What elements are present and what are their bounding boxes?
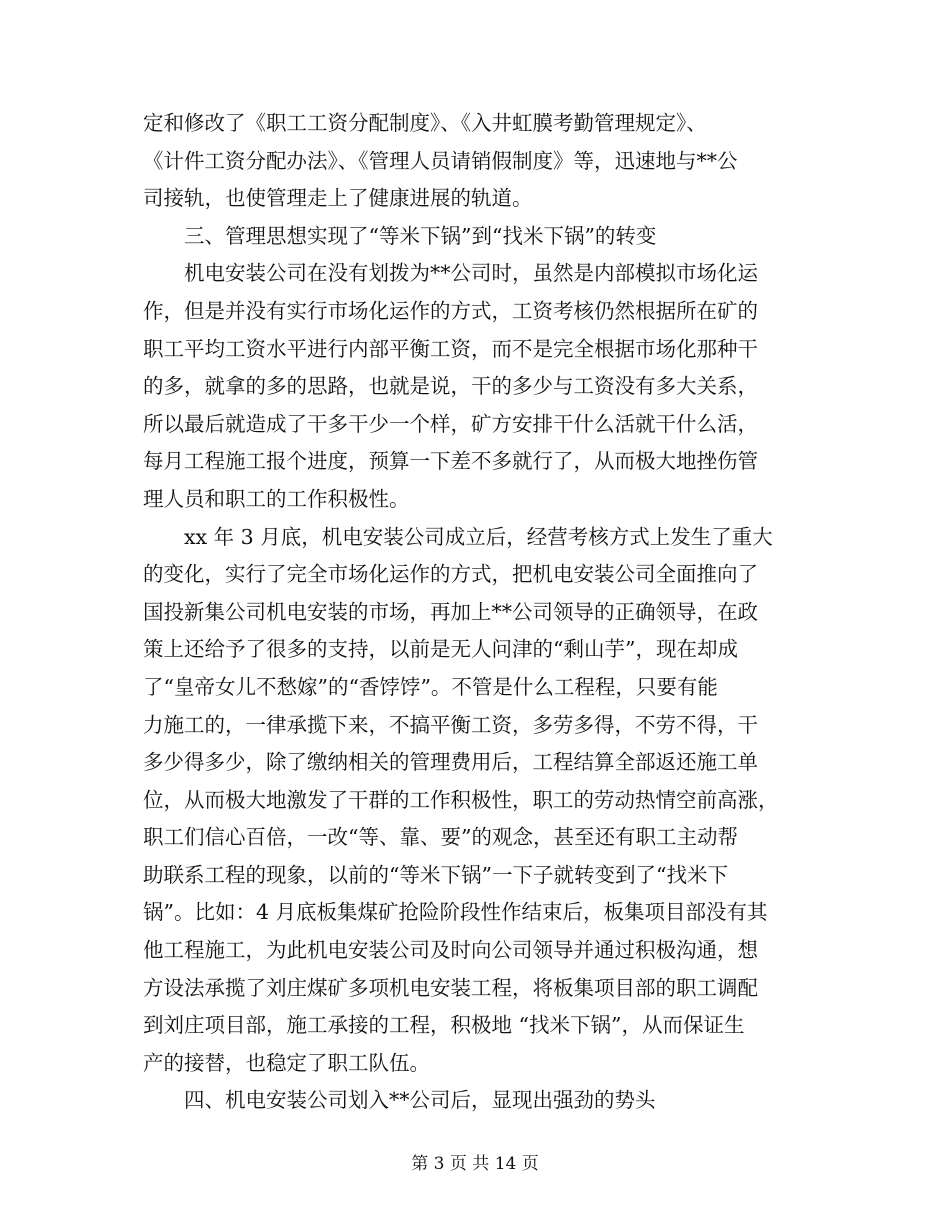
text-line: 每月工程施工报个进度，预算一下差不多就行了，从而极大地挫伤管 xyxy=(143,449,758,474)
text-line: 理人员和职工的工作积极性。 xyxy=(143,486,410,511)
text-line: xx 年 3 月底，机电安装公司成立后，经营考核方式上发生了重大 xyxy=(184,524,773,549)
page-footer xyxy=(0,1152,950,1176)
text-line: 定和修改了《职工工资分配制度》、《入井虹膜考勤管理规定》、 xyxy=(143,111,707,135)
text-line: 机电安装公司在没有划拨为**公司时，虽然是内部模拟市场化运 xyxy=(184,261,758,286)
text-line: 了“皇帝女儿不愁嫁”的“香饽饽”。不管是什么工程程，只要有能 xyxy=(143,674,718,699)
text-line: 他工程施工，为此机电安装公司及时向公司领导并通过积极沟通，想 xyxy=(143,938,758,963)
text-line: 的多，就拿的多的思路，也就是说，干的多少与工资没有多大关系， xyxy=(143,374,758,399)
text-line: 多少得多少，除了缴纳相关的管理费用后，工程结算全部返还施工单 xyxy=(143,750,758,775)
text-line: 助联系工程的现象，以前的“等米下锅”一下子就转变到了“找米下 xyxy=(143,862,728,887)
text-line: 策上还给予了很多的支持，以前是无人问津的“剩山芋”，现在却成 xyxy=(143,637,738,662)
text-line: 的变化，实行了完全市场化运作的方式，把机电安装公司全面推向了 xyxy=(143,562,758,587)
page-number-label: 第 3 页 共 14 页 xyxy=(411,1154,539,1174)
text-line: 三、管理思想实现了“等米下锅”到“找米下锅”的转变 xyxy=(184,223,657,248)
text-line: 方设法承揽了刘庄煤矿多项机电安装工程，将板集项目部的职工调配 xyxy=(143,975,758,1000)
text-line: 《计件工资分配办法》、《管理人员请销假制度》等，迅速地与**公 xyxy=(143,148,738,173)
text-line: 司接轨，也使管理走上了健康进展的轨道。 xyxy=(143,186,533,211)
text-line: 所以最后就造成了干多干少一个样，矿方安排干什么活就干什么活， xyxy=(143,411,758,436)
text-line: 作，但是并没有实行市场化运作的方式，工资考核仍然根据所在矿的 xyxy=(143,298,758,323)
document-body xyxy=(143,105,813,1120)
text-line: 四、机电安装公司划入**公司后，显现出强劲的势头 xyxy=(184,1088,656,1113)
text-line: 位，从而极大地激发了干群的工作积极性，职工的劳动热情空前高涨， xyxy=(143,787,779,812)
text-line: 力施工的，一律承揽下来，不搞平衡工资，多劳多得，不劳不得，干 xyxy=(143,712,758,737)
text-line: 国投新集公司机电安装的市场，再加上**公司领导的正确领导，在政 xyxy=(143,599,758,624)
text-line: 职工们信心百倍，一改“等、靠、要”的观念，甚至还有职工主动帮 xyxy=(143,825,738,850)
text-line: 锅”。比如：4 月底板集煤矿抢险阶段性作结束后，板集项目部没有其 xyxy=(143,900,768,925)
text-line: 产的接替，也稳定了职工队伍。 xyxy=(143,1050,430,1075)
text-line: 到刘庄项目部，施工承接的工程，积极地 “找米下锅”，从而保证生 xyxy=(143,1013,745,1038)
text-line: 职工平均工资水平进行内部平衡工资，而不是完全根据市场化那种干 xyxy=(143,336,758,361)
